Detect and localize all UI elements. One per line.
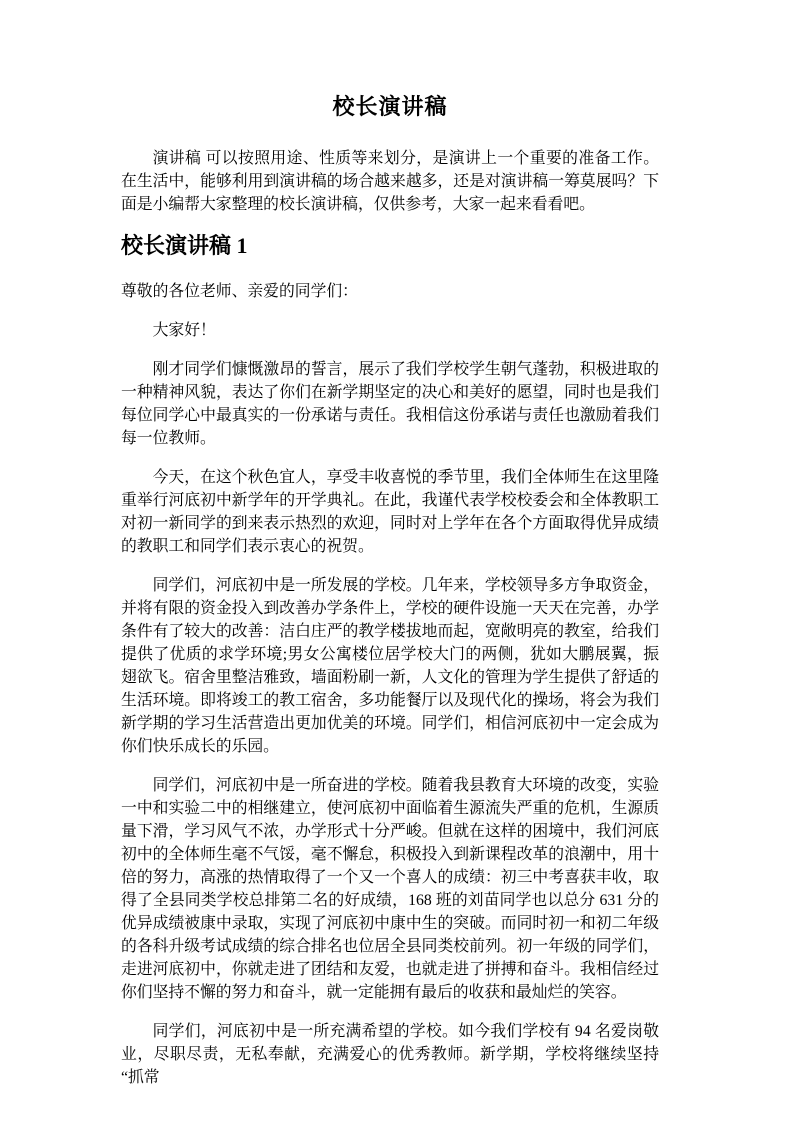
body-paragraph-3: 同学们，河底初中是一所发展的学校。几年来，学校领导多方争取资金，并将有限的资金投入到改善办学条件上，学校的硬件设施一天天在完善，办学条件有了较大的改善：洁白庄严的教学楼拔地而起，宽敞明亮的教室，给我们提供了优质的求学环境;男女公寓楼位居学校大门的两侧，犹如大鹏展翼，振翅欲飞。宿舍里整洁雅致，墙面粉刷一新，人文化的管理为学生提供了舒适的生活环境。即将竣工的教工宿舍，多功能餐厅以及现代化的操场，将会为我们新学期的学习生活营造出更加优美的环境。同学们，相信河底初中一定会成为你们快乐成长的乐园。 [121,577,659,755]
body-paragraph-2: 今天，在这个秋色宜人，享受丰收喜悦的季节里，我们全体师生在这里隆重举行河底初中新学年的开学典礼。在此，我谨代表学校校委会和全体教职工对初一新同学的到来表示热烈的欢迎，同时对上学年在各个方面取得优异成绩的教职工和同学们表示衷心的祝贺。 [121,469,659,555]
salutation: 尊敬的各位老师、亲爱的同学们： [121,283,358,300]
greeting: 大家好！ [152,322,216,339]
document-title: 校长演讲稿 [332,94,448,119]
body-paragraph-5: 同学们，河底初中是一所充满希望的学校。如今我们学校有 94 名爱岗敬业，尽职尽责，无私奉献，充满爱心的优秀教师。新学期，学校将继续坚持“抓常 [121,1023,659,1086]
body-paragraph-1: 刚才同学们慷慨激昂的誓言，展示了我们学校学生朝气蓬勃，积极进取的一种精神风貌，表达了你们在新学期坚定的决心和美好的愿望，同时也是我们每位同学心中最真实的一份承诺与责任。我相信这份承诺与责任也激励着我们每一位教师。 [121,361,659,447]
intro-paragraph: 演讲稿 可以按照用途、性质等来划分，是演讲上一个重要的准备工作。在生活中，能够利用到演讲稿的场合越来越多，还是对演讲稿一筹莫展吗？下面是小编帮大家整理的校长演讲稿，仅供参考，大家一起来看看吧。 [121,150,659,213]
body-paragraph-4: 同学们，河底初中是一所奋进的学校。随着我县教育大环境的改变，实验一中和实验二中的相继建立，使河底初中面临着生源流失严重的危机，生源质量下滑，学习风气不浓，办学形式十分严峻。但就在这样的困境中，我们河底初中的全体师生毫不气馁，毫不懈怠，积极投入到新课程改革的浪潮中，用十倍的努力，高涨的热情取得了一个又一个喜人的成绩：初三中考喜获丰收，取得了全县同类学校总排第二名的好成绩，168 班的刘苗同学也以总分 631 分的优异成绩被康中录取，实现了河底初中康中生的突破。而同时初一和初二年级的各科升级考试成绩的综合排名也位居全县同类校前列。初一年级的同学们，走进河底初中，你就走进了团结和友爱，也就走进了拼搏和奋斗。我相信经过你们坚持不懈的努力和奋斗，就一定能拥有最后的收获和最灿烂的笑容。 [121,777,659,1001]
section-heading: 校长演讲稿 1 [121,233,248,258]
